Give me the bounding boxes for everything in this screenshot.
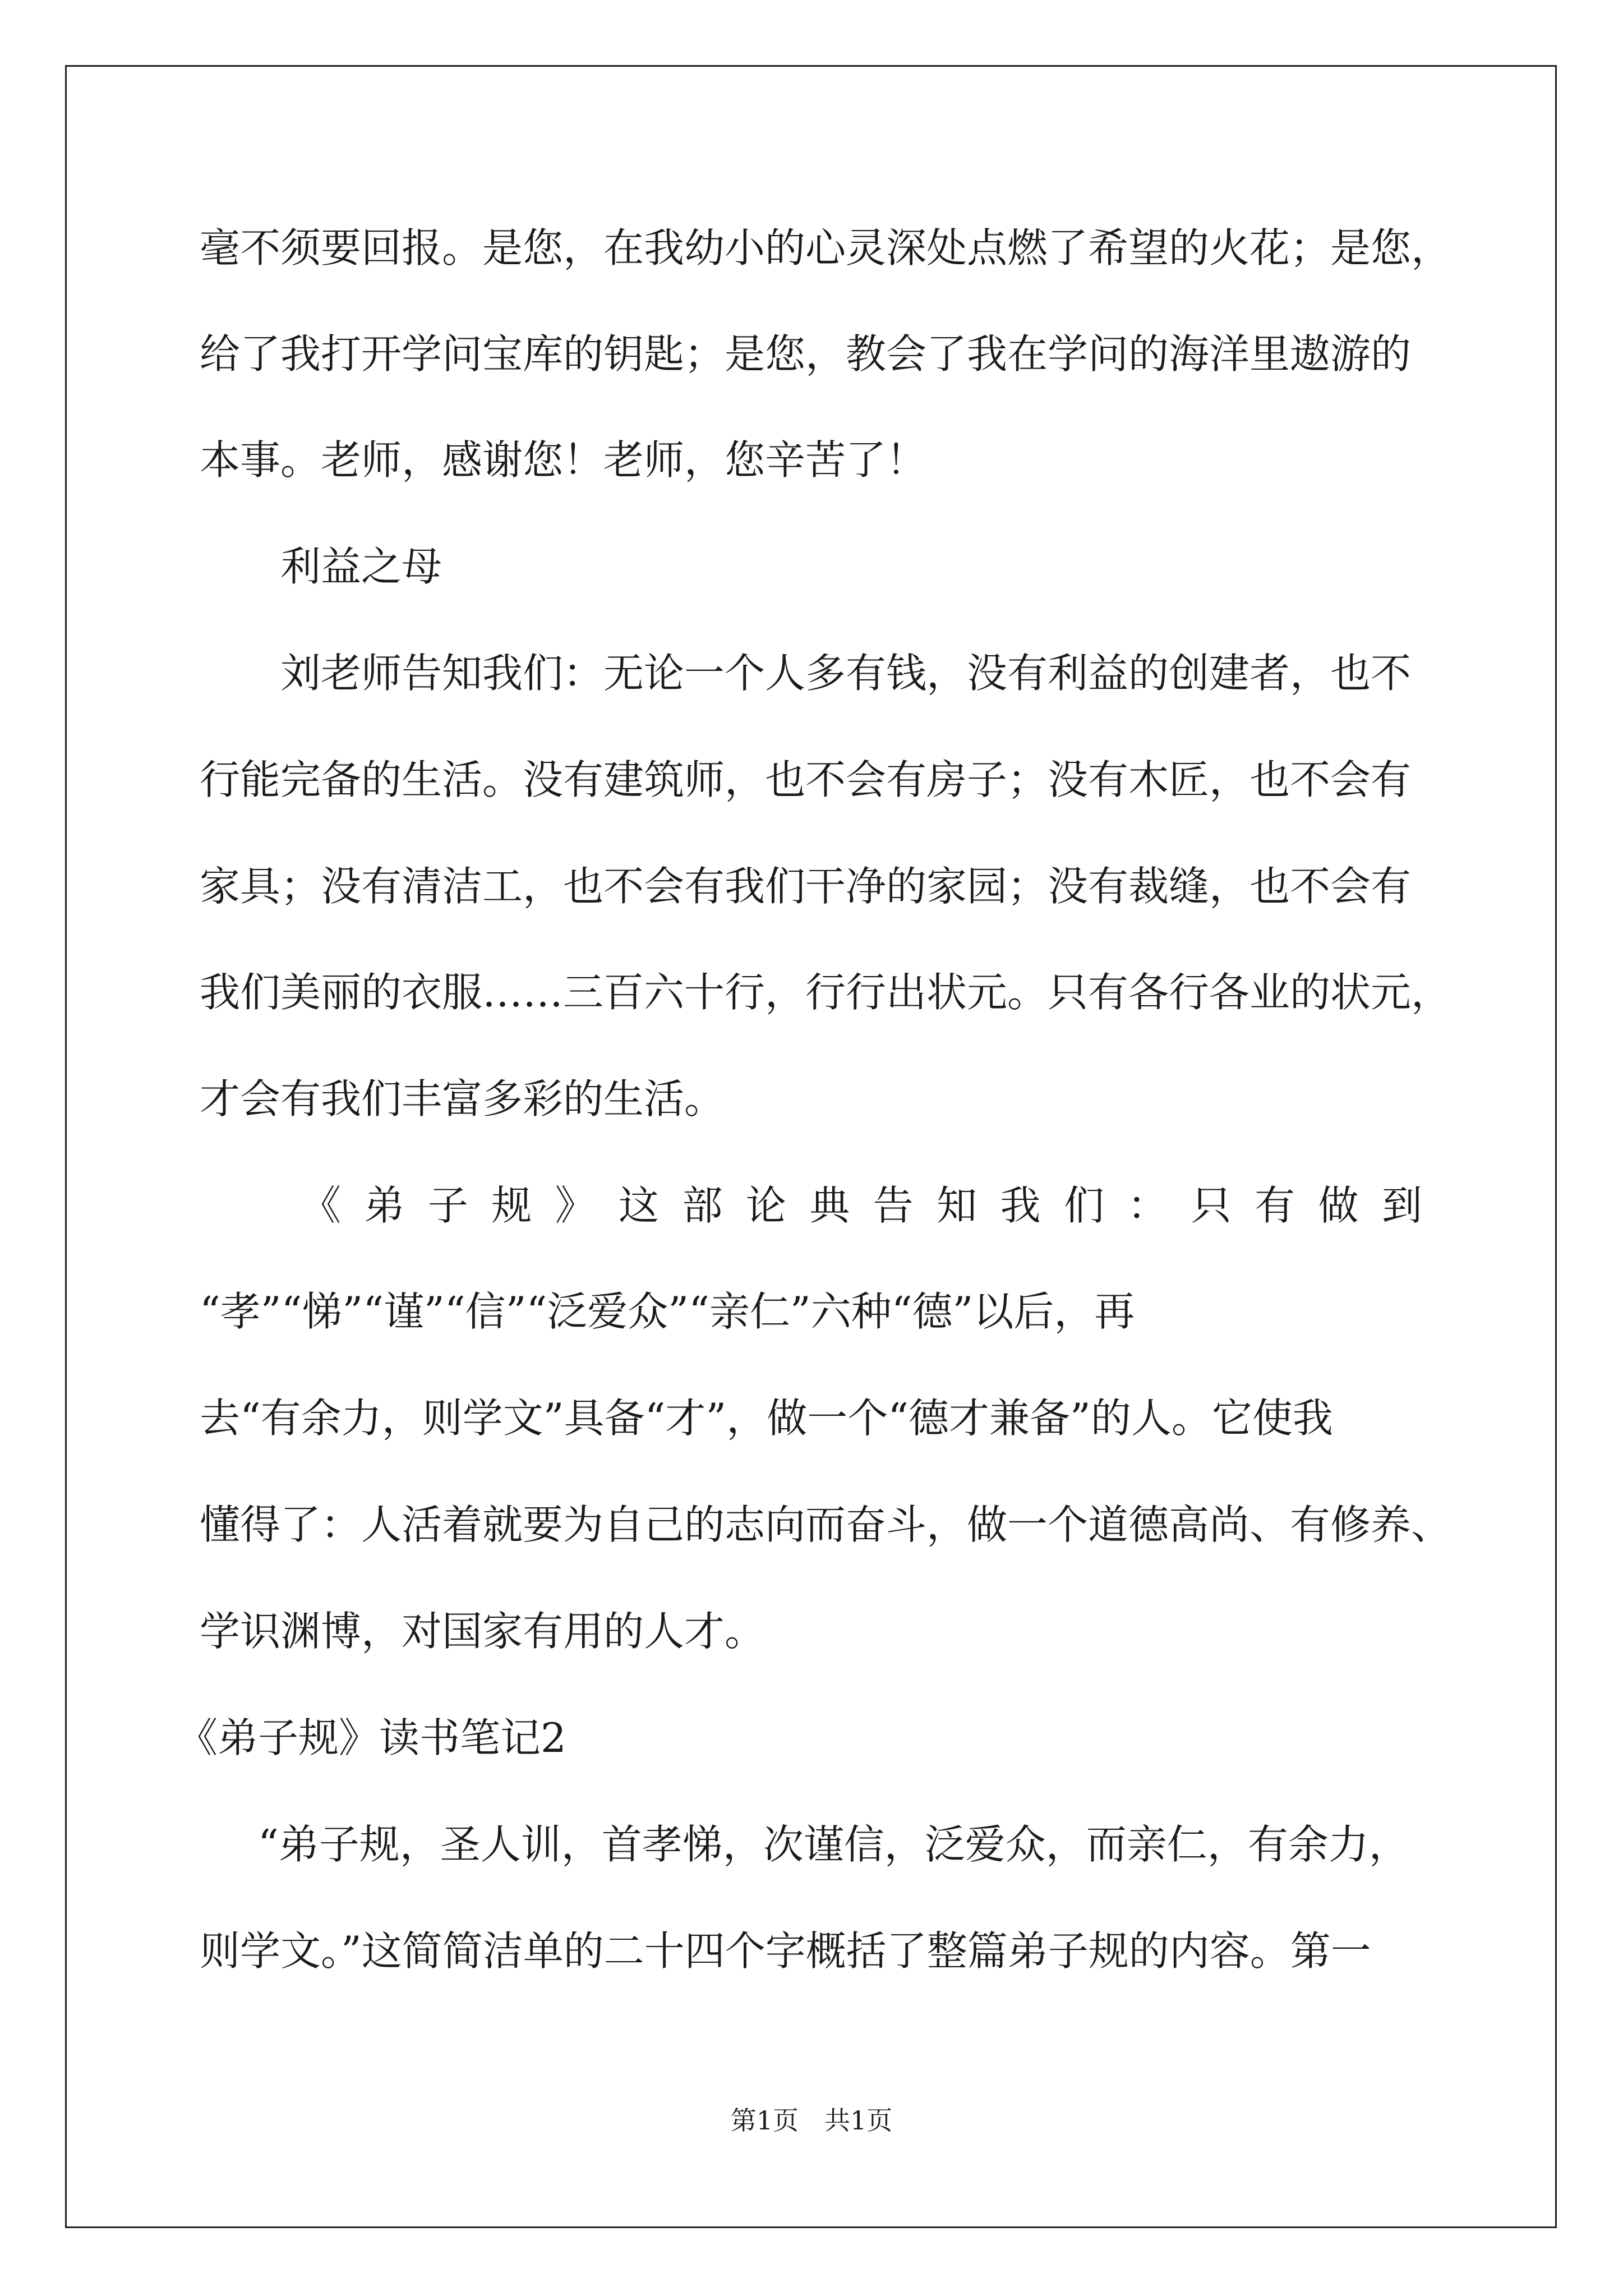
- justified-char: 规: [491, 1182, 532, 1229]
- paragraph-line-17: 则学文。”这简简洁单的二十四个字概括了整篇弟子规的内容。第一: [200, 1927, 1371, 1975]
- justified-char: 告: [873, 1182, 914, 1229]
- justified-char: 做: [1318, 1182, 1359, 1229]
- justified-char: 论: [745, 1182, 786, 1229]
- paragraph-line-6: 行能完备的生活。没有建筑师，也不会有房子；没有木匠，也不会有: [200, 756, 1412, 803]
- justified-char: 这: [619, 1182, 660, 1229]
- paragraph-line-2: 给了我打开学问宝库的钥匙；是您，教会了我在学问的海洋里遨游的: [200, 330, 1412, 378]
- paragraph-line-13: 懂得了：人活着就要为自己的志向而奋斗，做一个道德高尚、有修养、: [200, 1501, 1452, 1548]
- section-heading-liyi: 利益之母: [280, 543, 442, 590]
- paragraph-line-9: 才会有我们丰富多彩的生活。: [200, 1075, 725, 1122]
- justified-char: 子: [427, 1182, 468, 1229]
- paragraph-line-12: 去“有余力，则学文”具备“才”，做一个“德才兼备”的人。它使我: [200, 1395, 1333, 1442]
- justified-char: 到: [1381, 1182, 1422, 1229]
- justified-char: 部: [682, 1182, 723, 1229]
- justified-char: 》: [555, 1182, 596, 1229]
- justified-char: 典: [809, 1182, 850, 1229]
- justified-char: 只: [1191, 1182, 1232, 1229]
- paragraph-line-14: 学识渊博，对国家有用的人才。: [200, 1608, 766, 1655]
- justified-char: 有: [1255, 1182, 1295, 1229]
- page-border: [65, 65, 1557, 2228]
- justified-char: 们: [1063, 1182, 1104, 1229]
- justified-char: 《: [301, 1182, 342, 1229]
- paragraph-line-8: 我们美丽的衣服……三百六十行，行行出状元。只有各行各业的状元，: [200, 969, 1452, 1016]
- paragraph-line-11: “孝”“悌”“谨”“信”“泛爱众”“亲仁”六种“德”以后，再: [200, 1288, 1135, 1335]
- paragraph-line-3: 本事。老师，感谢您！老师，您辛苦了！: [200, 436, 927, 484]
- paragraph-line-7: 家具；没有清洁工，也不会有我们干净的家园；没有裁缝，也不会有: [200, 863, 1412, 910]
- page-number-footer: 第1页 共1页: [730, 2105, 893, 2136]
- paragraph-line-16: “弟子规，圣人训，首孝悌，次谨信，泛爱众，而亲仁，有余力，: [258, 1821, 1409, 1868]
- justified-char: 我: [1000, 1182, 1041, 1229]
- paragraph-line-5: 刘老师告知我们：无论一个人多有钱，没有利益的创建者，也不: [280, 650, 1412, 697]
- paragraph-line-10-justified: [301, 1179, 1422, 1232]
- justified-char: ：: [1127, 1182, 1168, 1229]
- justified-char: 知: [937, 1182, 978, 1229]
- paragraph-line-1: 毫不须要回报。是您，在我幼小的心灵深处点燃了希望的火花；是您，: [200, 224, 1452, 272]
- section-title-dizigui-2: 《弟子规》读书笔记2: [177, 1714, 566, 1761]
- justified-char: 弟: [364, 1182, 405, 1229]
